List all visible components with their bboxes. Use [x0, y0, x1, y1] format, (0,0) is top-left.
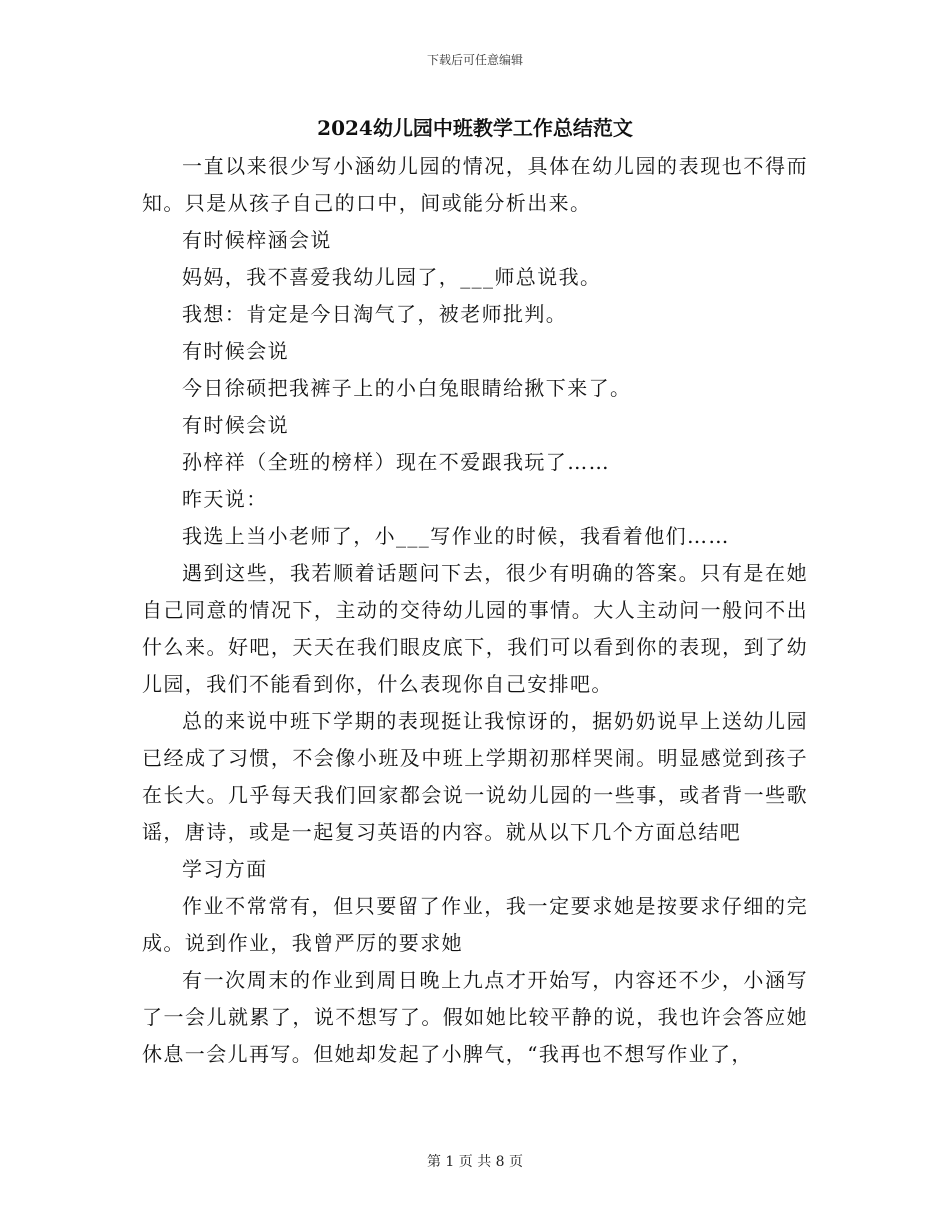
paragraph: 妈妈，我不喜爱我幼儿园了，___师总说我。 [182, 265, 602, 289]
document-body [142, 112, 808, 1073]
paragraph: 作业不常常有，但只要留了作业，我一定要求她是按要求仔细的完成。说到作业，我曾严厉的要求她 [142, 894, 808, 955]
paragraph: 有时候会说 [182, 413, 289, 437]
page-number: 第 1 页 共 8 页 [426, 1154, 524, 1170]
paragraph: 有一次周末的作业到周日晚上九点才开始写，内容还不少，小涵写了一会儿就累了，说不想写了。假如她比较平静的说，我也许会答应她休息一会儿再写。但她却发起了小脾气，“我再也不想写作业了， [142, 968, 808, 1066]
paragraph: 有时候梓涵会说 [182, 228, 332, 252]
paragraph: 孙梓祥（全班的榜样）现在不爱跟我玩了…… [182, 450, 610, 474]
paragraph: 昨天说： [182, 487, 268, 511]
paragraph: 遇到这些，我若顺着话题问下去，很少有明确的答案。只有是在她自己同意的情况下，主动的交待幼儿园的事情。大人主动问一般问不出什么来。好吧，天天在我们眼皮底下，我们可以看到你的表现，到了幼儿园，我们不能看到你，什么表现你自己安排吧。 [142, 561, 808, 696]
paragraph: 总的来说中班下学期的表现挺让我惊讶的，据奶奶说早上送幼儿园已经成了习惯，不会像小班及中班上学期初那样哭闹。明显感觉到孩子在长大。几乎每天我们回家都会说一说幼儿园的一些事，或者背一些歌谣，唐诗，或是一起复习英语的内容。就从以下几个方面总结吧 [142, 709, 808, 844]
paragraph: 今日徐硕把我裤子上的小白兔眼睛给揪下来了。 [182, 376, 632, 400]
paragraph: 有时候会说 [182, 339, 289, 363]
page-header-note: 下载后可任意编辑 [426, 53, 523, 67]
document-title: 2024幼儿园中班教学工作总结范文 [317, 116, 633, 140]
paragraph: 我想：肯定是今日淘气了，被老师批判。 [182, 302, 568, 326]
paragraph: 一直以来很少写小涵幼儿园的情况，具体在幼儿园的表现也不得而知。只是从孩子自己的口中，间或能分析出来。 [142, 154, 808, 215]
section-heading-study: 学习方面 [182, 857, 268, 881]
paragraph: 我选上当小老师了，小___写作业的时候，我看着他们…… [182, 524, 730, 548]
